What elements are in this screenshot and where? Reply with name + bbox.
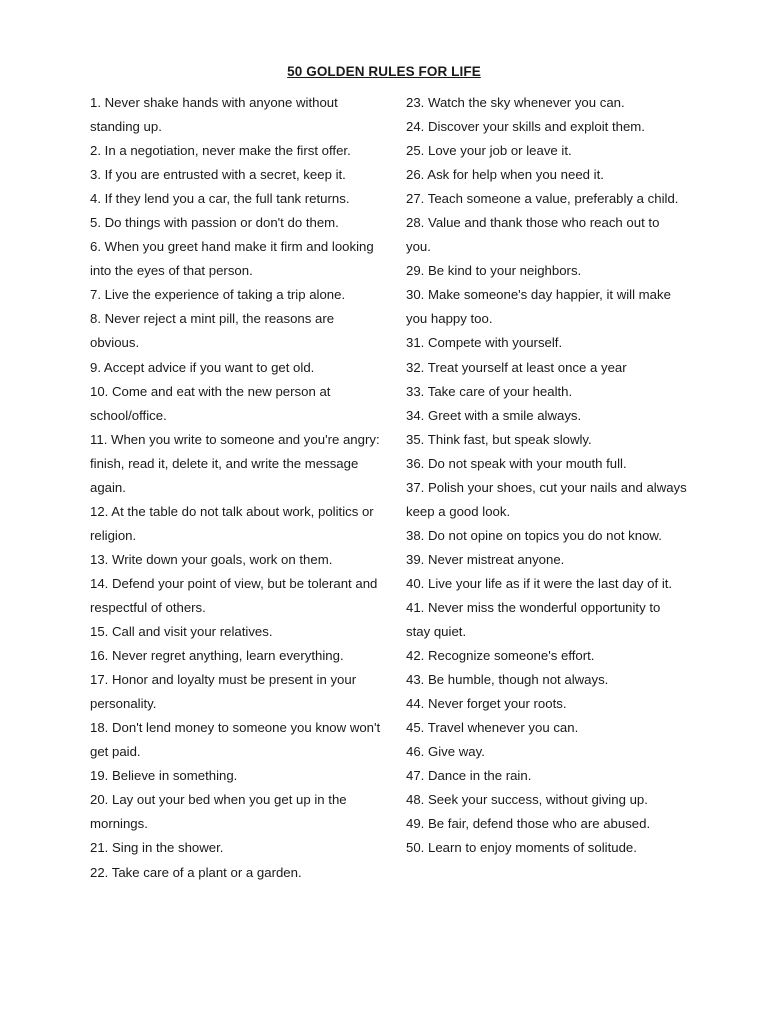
rule-item: 38. Do not opine on topics you do not know.: [406, 527, 662, 543]
rule-item: 1. Never shake hands with anyone without standing up.: [90, 95, 338, 135]
rule-item: 5. Do things with passion or don't do them.: [90, 215, 339, 231]
rule-item: 11. When you write to someone and you're angry: finish, read it, delete it, and write the message again.: [90, 431, 380, 495]
rule-item: 28. Value and thank those who reach out to you.: [406, 215, 660, 255]
rule-item: 24. Discover your skills and exploit them.: [406, 119, 645, 135]
rule-item: 6. When you greet hand make it firm and looking into the eyes of that person.: [90, 239, 374, 279]
rule-item: 22. Take care of a plant or a garden.: [90, 864, 302, 880]
rule-item: 27. Teach someone a value, preferably a child.: [406, 191, 679, 207]
rule-item: 25. Love your job or leave it.: [406, 143, 572, 159]
rule-item: 42. Recognize someone's effort.: [406, 648, 595, 664]
rule-item: 16. Never regret anything, learn everything.: [90, 648, 344, 664]
rule-item: 14. Defend your point of view, but be tolerant and respectful of others.: [90, 575, 378, 615]
rule-item: 33. Take care of your health.: [406, 383, 573, 399]
rule-item: 26. Ask for help when you need it.: [406, 167, 604, 183]
rule-item: 3. If you are entrusted with a secret, keep it.: [90, 167, 346, 183]
rule-item: 2. In a negotiation, never make the first offer.: [90, 143, 351, 159]
rule-item: 15. Call and visit your relatives.: [90, 624, 273, 640]
rule-item: 18. Don't lend money to someone you know won't get paid.: [90, 720, 381, 760]
rule-item: 49. Be fair, defend those who are abused.: [406, 816, 651, 832]
rule-item: 32. Treat yourself at least once a year: [406, 359, 627, 375]
rule-item: 41. Never miss the wonderful opportunity to stay quiet.: [406, 599, 661, 640]
rule-item: 4. If they lend you a car, the full tank returns.: [90, 191, 350, 207]
rule-item: 13. Write down your goals, work on them.: [90, 551, 333, 567]
rule-item: 19. Believe in something.: [90, 768, 238, 784]
rule-item: 9. Accept advice if you want to get old.: [90, 359, 315, 375]
rule-item: 29. Be kind to your neighbors.: [406, 263, 582, 279]
rule-item: 31. Compete with yourself.: [406, 335, 563, 351]
rule-item: 8. Never reject a mint pill, the reasons are obvious.: [90, 311, 335, 351]
rule-item: 34. Greet with a smile always.: [406, 407, 582, 423]
rule-item: 43. Be humble, though not always.: [406, 672, 609, 688]
rule-item: 48. Seek your success, without giving up.: [406, 792, 648, 808]
rule-item: 39. Never mistreat anyone.: [406, 551, 565, 567]
rule-item: 50. Learn to enjoy moments of solitude.: [406, 840, 637, 856]
page-title: 50 GOLDEN RULES FOR LIFE: [287, 64, 481, 79]
rule-item: 47. Dance in the rain.: [406, 768, 532, 784]
rule-item: 17. Honor and loyalty must be present in your personality.: [90, 672, 357, 712]
rule-item: 45. Travel whenever you can.: [406, 720, 579, 736]
rule-item: 21. Sing in the shower.: [90, 840, 224, 856]
rules-column-left: [90, 91, 386, 885]
rules-column-right: [406, 91, 688, 861]
rule-item: 36. Do not speak with your mouth full.: [406, 455, 627, 471]
rule-item: 46. Give way.: [406, 744, 485, 760]
rule-item: 30. Make someone's day happier, it will make you happy too.: [406, 287, 671, 327]
rule-item: 20. Lay out your bed when you get up in the mornings.: [90, 792, 347, 832]
rule-item: 12. At the table do not talk about work, politics or religion.: [90, 503, 374, 543]
rule-item: 10. Come and eat with the new person at school/office.: [90, 383, 331, 423]
rule-item: 23. Watch the sky whenever you can.: [406, 95, 625, 110]
rule-item: 37. Polish your shoes, cut your nails and always keep a good look.: [406, 479, 687, 519]
rule-item: 7. Live the experience of taking a trip alone.: [90, 287, 346, 303]
rule-item: 44. Never forget your roots.: [406, 696, 567, 712]
rule-item: 35. Think fast, but speak slowly.: [406, 431, 592, 447]
rule-item: 40. Live your life as if it were the last day of it.: [406, 575, 673, 591]
